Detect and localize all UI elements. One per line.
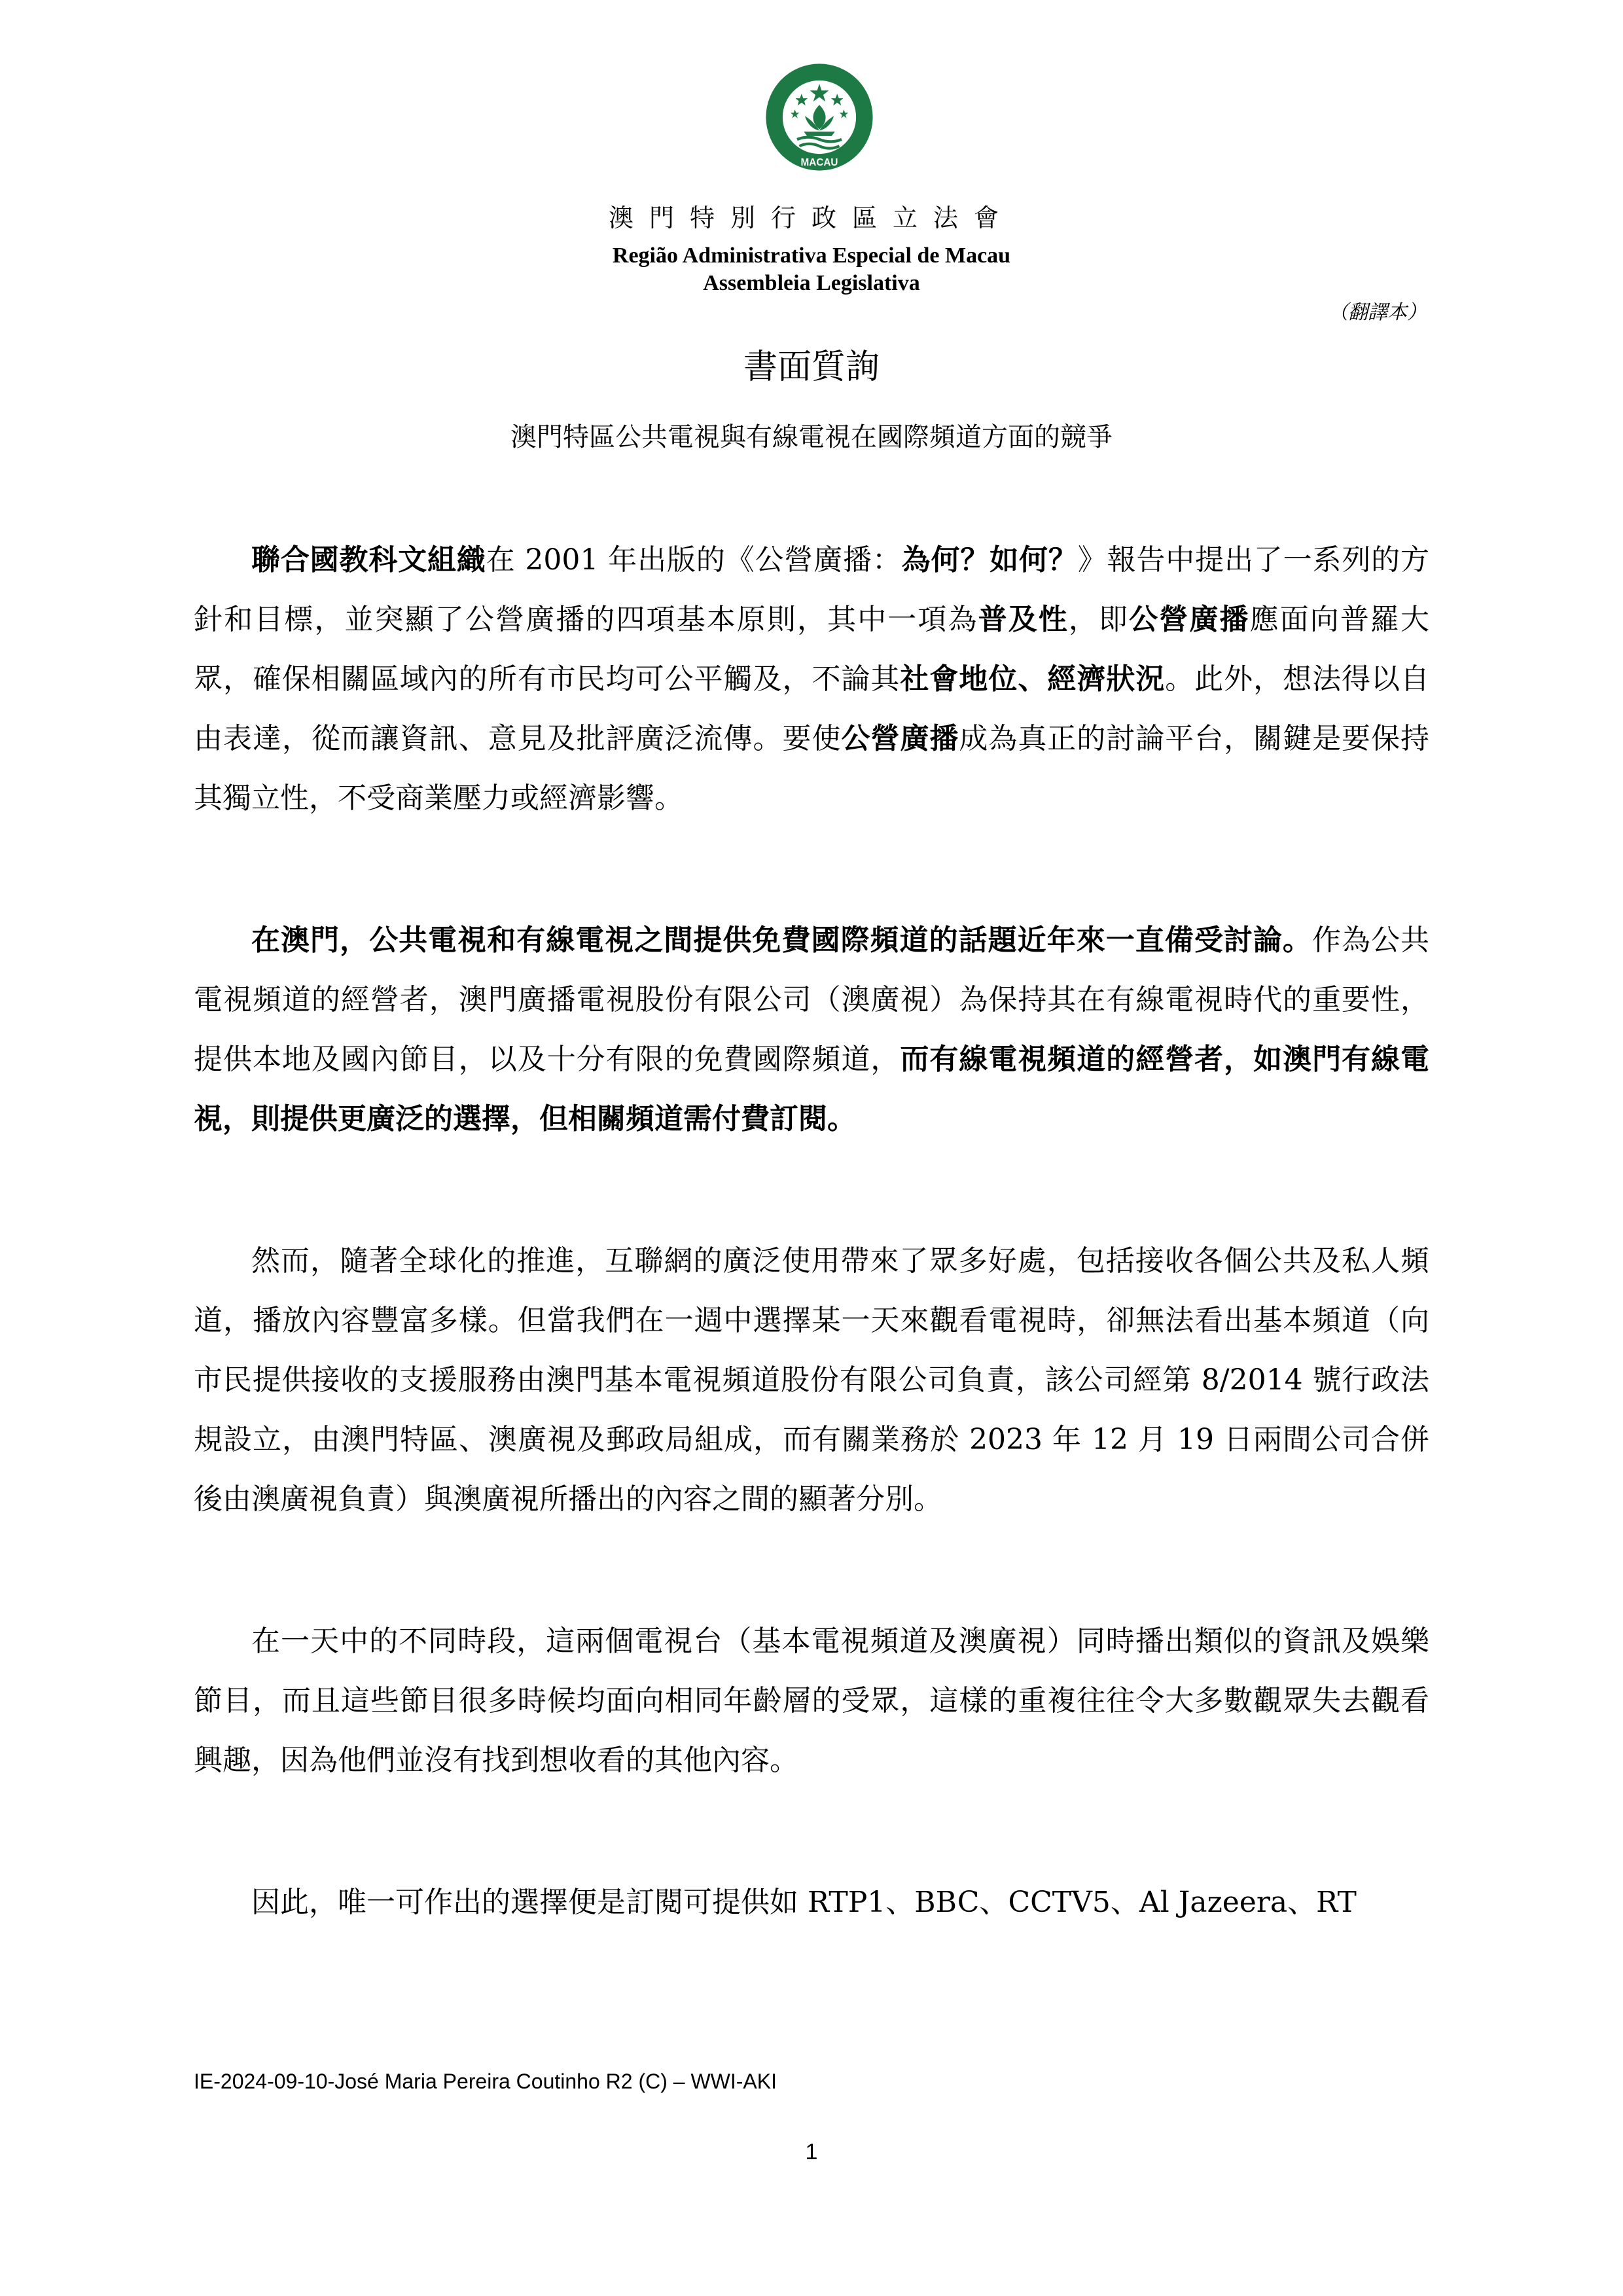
text-run: 。此外，想法得以自由表達，從而讓資訊、意見及批評廣泛流傳。要使 <box>194 662 1430 755</box>
text-run: 成為真正的討論平台，關鍵是要保持其獨立性，不受商業壓力或經濟影響。 <box>194 722 1430 815</box>
bold-text: 為何？如何？ <box>901 543 1078 577</box>
text-run: 應面向普羅大眾，確保相關區域內的所有市民均可公平觸及，不論其 <box>194 603 1430 696</box>
text-run: 在 2001 年出版的《公營廣播： <box>486 543 902 577</box>
paragraph-4: 在一天中的不同時段，這兩個電視台（基本電視頻道及澳廣視）同時播出類似的資訊及娛樂節目，而且這些節目很多時候均面向相同年齡層的受眾，這樣的重複往往令大多數觀眾失去觀看興趣，因為他們並沒有找到想收看的其他內容。 <box>194 1624 1429 1777</box>
text-run: 》報告中提出了一系列的方針和目標，並突顯了公營廣播的四項基本原則，其中一項為 <box>194 543 1430 636</box>
bold-text: 公營廣播 <box>841 722 959 755</box>
bold-text: 而有線電視頻道的經營者，如澳門有線電視，則提供更廣泛的選擇，但相關頻道需付費訂閱。 <box>194 1043 1430 1136</box>
paragraph-1 <box>194 530 1429 828</box>
emblem-text: MACAU <box>800 156 838 168</box>
macau-emblem-icon <box>764 62 875 173</box>
bold-text: 在澳門，公共電視和有線電視之間提供免費國際頻道的話題近年來一直備受討論。 <box>251 924 1312 957</box>
translation-note: （翻譯本） <box>1329 301 1427 324</box>
bold-text: 聯合國教科文組織 <box>251 543 486 577</box>
bold-text: 普及性 <box>978 603 1069 636</box>
bold-text: 公營廣播 <box>1129 603 1250 636</box>
paragraph-3: 然而，隨著全球化的推進，互聯網的廣泛使用帶來了眾多好處，包括接收各個公共及私人頻道，播放內容豐富多樣。但當我們在一週中選擇某一天來觀看電視時，卻無法看出基本頻道（向市民提供接收的支援服務由澳門基本電視頻道股份有限公司負責，該公司經第 8/2014 號行政法規設立，由澳門特區、澳廣視及郵政局組成，而有關業務於 2023 年 12 月 19 日兩間公司合併後由澳廣視負責）與澳廣視所播出的內容之間的顯著分別。 <box>194 1244 1429 1516</box>
text-run: 作為公共電視頻道的經營者，澳門廣播電視股份有限公司（澳廣視）為保持其在有線電視時代的重要性，提供本地及國內節目，以及十分有限的免費國際頻道， <box>194 924 1429 1076</box>
text-run: ，即 <box>1068 603 1130 636</box>
paragraph-5: 因此，唯一可作出的選擇便是訂閱可提供如 RTP1、BBC、CCTV5、Al Jazeera、RT <box>251 1886 1357 1919</box>
document-body <box>194 530 1429 1932</box>
paragraph-2 <box>194 910 1429 1149</box>
document-title: 澳門特區公共電視與有線電視在國際頻道方面的競爭 <box>510 422 1113 452</box>
page-number: 1 <box>805 2140 818 2164</box>
bold-text: 社會地位、經濟狀況 <box>900 662 1166 696</box>
document-type: 書面質詢 <box>743 348 880 387</box>
institution-name-portuguese-line2: Assembleia Legislativa <box>703 271 920 295</box>
institution-name-portuguese-line1: Região Administrativa Especial de Macau <box>612 243 1011 268</box>
document-reference: IE-2024-09-10-José Maria Pereira Coutinho R2 (C) – WWI-AKI <box>194 2070 777 2093</box>
institution-name-chinese: 澳門特別行政區立法會 <box>608 204 1014 232</box>
